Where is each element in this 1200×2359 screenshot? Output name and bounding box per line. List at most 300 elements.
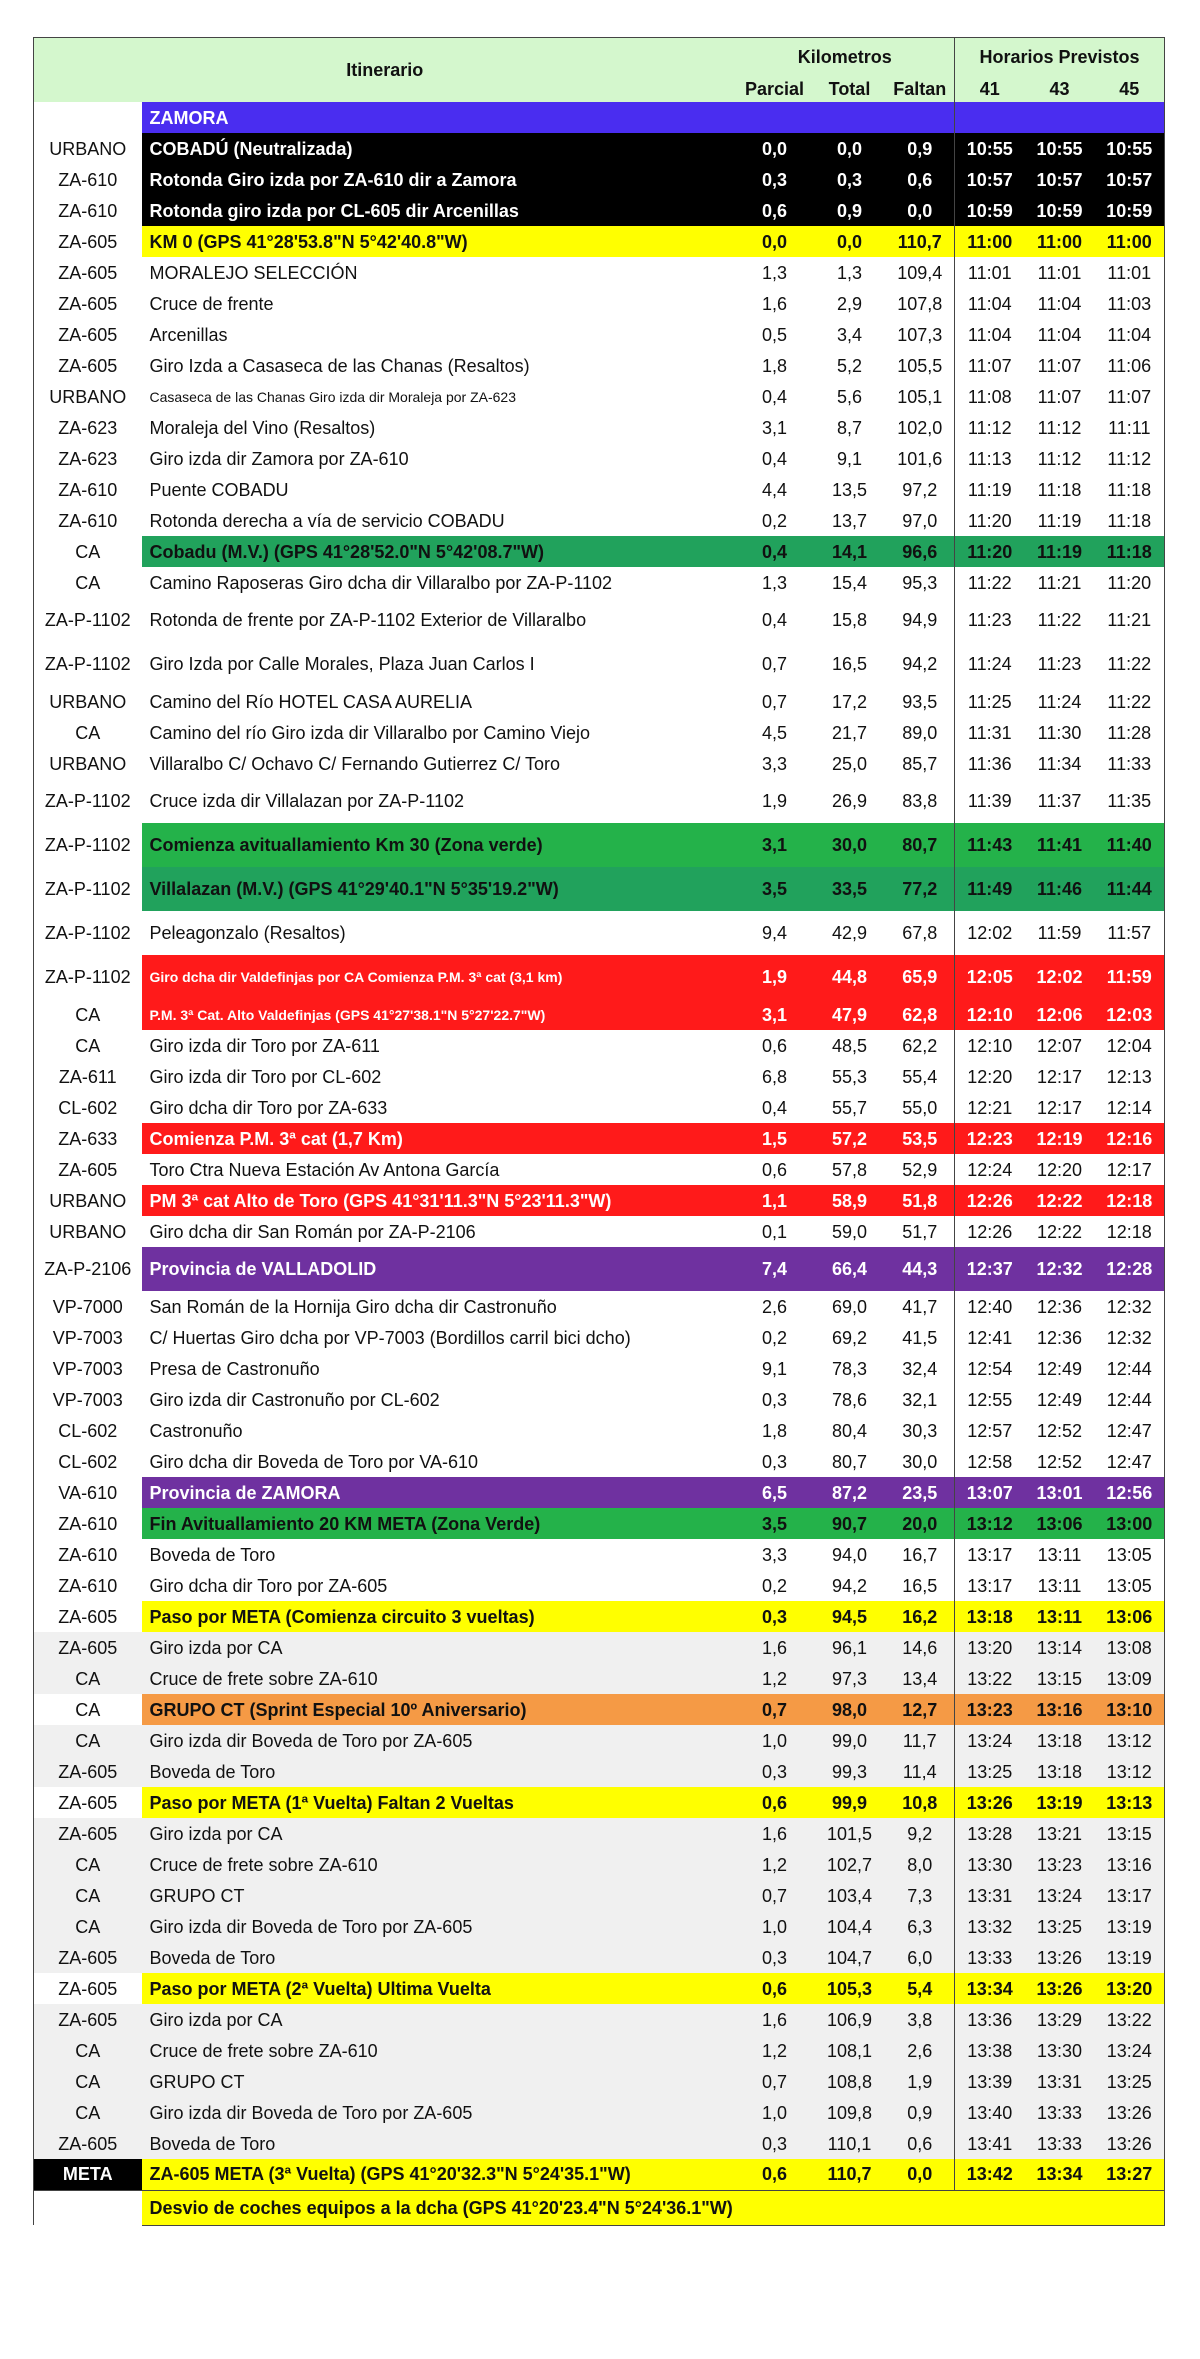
row-total: 15,4 [814,567,886,598]
row-faltan: 93,5 [886,686,955,717]
row-total: 58,9 [814,1185,886,1216]
row-road: CA [34,1694,142,1725]
row-time-45: 12:44 [1095,1384,1165,1415]
row-time-45: 12:32 [1095,1322,1165,1353]
row-parcial: 3,3 [736,1539,814,1570]
table-row [34,2159,1165,2190]
header-43: 43 [1025,76,1095,102]
row-parcial: 1,6 [736,288,814,319]
row-road: CA [34,1663,142,1694]
row-total: 55,3 [814,1061,886,1092]
row-time-43: 13:18 [1025,1725,1095,1756]
row-description: Cruce de frete sobre ZA-610 [142,1849,736,1880]
row-road: ZA-611 [34,1061,142,1092]
row-faltan: 16,7 [886,1539,955,1570]
row-total: 109,8 [814,2097,886,2128]
row-time-45: 13:27 [1095,2159,1165,2190]
table-row [34,133,1165,164]
row-faltan: 94,9 [886,598,955,642]
row-time-43: 13:14 [1025,1632,1095,1663]
row-parcial: 0,7 [736,642,814,686]
row-description: P.M. 3ª Cat. Alto Valdefinjas (GPS 41°27'38.1"N 5°27'22.7"W) [142,999,736,1030]
row-road: CA [34,1030,142,1061]
row-time-45: 13:12 [1095,1756,1165,1787]
row-time-43: 12:22 [1025,1185,1095,1216]
row-description: Cruce de frete sobre ZA-610 [142,1663,736,1694]
row-description: Peleagonzalo (Resaltos) [142,911,736,955]
table-row [34,1322,1165,1353]
row-total: 0,3 [814,164,886,195]
row-parcial: 4,5 [736,717,814,748]
row-road: ZA-605 [34,1973,142,2004]
row-time-45: 12:28 [1095,1247,1165,1291]
row-time-43: 13:11 [1025,1570,1095,1601]
row-parcial: 0,0 [736,226,814,257]
row-parcial: 1,3 [736,567,814,598]
header-kilometros: Kilometros [736,38,955,77]
row-road: CA [34,2066,142,2097]
row-faltan: 65,9 [886,955,955,999]
row-time-45: 13:06 [1095,1601,1165,1632]
row-time-45: 12:18 [1095,1185,1165,1216]
table-row [34,1601,1165,1632]
row-faltan: 3,8 [886,2004,955,2035]
row-time-45: 11:12 [1095,443,1165,474]
row-faltan: 0,6 [886,2128,955,2159]
row-description: MORALEJO SELECCIÓN [142,257,736,288]
row-parcial: 1,8 [736,1415,814,1446]
row-total: 110,7 [814,2159,886,2190]
row-total: 0,9 [814,195,886,226]
row-time-43: 11:07 [1025,381,1095,412]
row-road: ZA-610 [34,1539,142,1570]
row-time-45: 11:57 [1095,911,1165,955]
row-parcial: 6,5 [736,1477,814,1508]
row-time-43: 13:19 [1025,1787,1095,1818]
row-total: 108,8 [814,2066,886,2097]
row-time-43: 11:19 [1025,505,1095,536]
row-parcial: 0,5 [736,319,814,350]
row-road: ZA-P-1102 [34,955,142,999]
row-description: Giro izda dir Boveda de Toro por ZA-605 [142,1725,736,1756]
row-time-45: 12:16 [1095,1123,1165,1154]
row-time-41: 13:17 [955,1539,1025,1570]
row-total: 57,2 [814,1123,886,1154]
row-total: 21,7 [814,717,886,748]
row-total: 57,8 [814,1154,886,1185]
row-parcial: 1,2 [736,1849,814,1880]
row-faltan: 5,4 [886,1973,955,2004]
row-time-41: 13:18 [955,1601,1025,1632]
row-time-43: 13:11 [1025,1601,1095,1632]
row-road: CA [34,999,142,1030]
row-road: ZA-623 [34,443,142,474]
table-row [34,381,1165,412]
header-total: Total [814,76,886,102]
row-time-45: 11:07 [1095,381,1165,412]
row-faltan: 16,2 [886,1601,955,1632]
row-total: 25,0 [814,748,886,779]
row-faltan: 85,7 [886,748,955,779]
row-faltan: 97,2 [886,474,955,505]
row-parcial: 0,6 [736,1030,814,1061]
row-parcial: 0,7 [736,2066,814,2097]
row-road: CL-602 [34,1446,142,1477]
row-total: 9,1 [814,443,886,474]
row-time-45: 11:18 [1095,474,1165,505]
table-row [34,1911,1165,1942]
row-parcial: 1,9 [736,955,814,999]
row-road: CA [34,2097,142,2128]
row-time-41: 11:20 [955,505,1025,536]
row-time-41: 11:22 [955,567,1025,598]
row-time-45: 13:20 [1095,1973,1165,2004]
row-total: 33,5 [814,867,886,911]
row-time-45: 11:33 [1095,748,1165,779]
itinerary-table [33,37,1165,2226]
row-description: PM 3ª cat Alto de Toro (GPS 41°31'11.3"N 5°23'11.3"W) [142,1185,736,1216]
row-time-45: 12:56 [1095,1477,1165,1508]
row-road: ZA-605 [34,1756,142,1787]
row-time-41: 12:10 [955,999,1025,1030]
row-time-41: 11:04 [955,288,1025,319]
row-time-41: 10:59 [955,195,1025,226]
row-time-45: 13:22 [1095,2004,1165,2035]
row-total: 5,6 [814,381,886,412]
row-description: Arcenillas [142,319,736,350]
row-description: Cruce de frete sobre ZA-610 [142,2035,736,2066]
row-total: 17,2 [814,686,886,717]
row-parcial: 3,1 [736,999,814,1030]
row-time-41: 12:21 [955,1092,1025,1123]
row-time-45: 13:19 [1095,1911,1165,1942]
row-time-45: 10:59 [1095,195,1165,226]
row-parcial: 1,0 [736,1725,814,1756]
row-time-43: 10:57 [1025,164,1095,195]
row-description: Villalazan (M.V.) (GPS 41°29'40.1"N 5°35'19.2"W) [142,867,736,911]
footer-note: Desvio de coches equipos a la dcha (GPS 41°20'23.4"N 5°24'36.1"W) [142,2190,1165,2225]
footer-blank [34,2190,142,2225]
row-time-43: 13:01 [1025,1477,1095,1508]
row-parcial: 1,6 [736,1818,814,1849]
row-time-45: 11:35 [1095,779,1165,823]
row-total: 110,1 [814,2128,886,2159]
row-road: ZA-610 [34,505,142,536]
row-time-43: 13:23 [1025,1849,1095,1880]
table-row [34,999,1165,1030]
table-row [34,1787,1165,1818]
row-time-43: 11:18 [1025,474,1095,505]
row-total: 102,7 [814,1849,886,1880]
row-time-43: 11:12 [1025,412,1095,443]
row-time-41: 13:28 [955,1818,1025,1849]
row-time-45: 13:09 [1095,1663,1165,1694]
row-faltan: 62,2 [886,1030,955,1061]
row-faltan: 109,4 [886,257,955,288]
row-parcial: 0,6 [736,1973,814,2004]
row-time-43: 12:36 [1025,1291,1095,1322]
row-road: URBANO [34,133,142,164]
row-description: Cobadu (M.V.) (GPS 41°28'52.0"N 5°42'08.7"W) [142,536,736,567]
row-time-41: 11:19 [955,474,1025,505]
row-parcial: 3,1 [736,412,814,443]
row-time-45: 12:03 [1095,999,1165,1030]
row-time-41: 13:34 [955,1973,1025,2004]
row-time-43: 11:21 [1025,567,1095,598]
row-time-43 [1025,102,1095,133]
header-parcial: Parcial [736,76,814,102]
row-parcial: 1,9 [736,779,814,823]
row-time-43: 12:36 [1025,1322,1095,1353]
row-time-45: 11:18 [1095,536,1165,567]
row-description: Paso por META (2ª Vuelta) Ultima Vuelta [142,1973,736,2004]
header-horarios: Horarios Previstos [955,38,1165,77]
row-total: 44,8 [814,955,886,999]
row-total: 96,1 [814,1632,886,1663]
row-parcial: 0,6 [736,1154,814,1185]
row-description: Giro dcha dir Toro por ZA-633 [142,1092,736,1123]
table-row [34,2066,1165,2097]
row-total: 108,1 [814,2035,886,2066]
row-description: ZAMORA [142,102,736,133]
row-road: ZA-610 [34,1508,142,1539]
row-time-45: 13:12 [1095,1725,1165,1756]
row-faltan: 1,9 [886,2066,955,2097]
row-faltan: 41,7 [886,1291,955,1322]
header-45: 45 [1095,76,1165,102]
row-time-41: 12:26 [955,1216,1025,1247]
row-time-41: 13:31 [955,1880,1025,1911]
row-parcial: 1,3 [736,257,814,288]
table-row [34,1185,1165,1216]
table-row [34,1477,1165,1508]
row-time-41: 11:24 [955,642,1025,686]
row-time-41: 13:12 [955,1508,1025,1539]
row-time-45: 11:20 [1095,567,1165,598]
row-road: ZA-605 [34,288,142,319]
row-description: Casaseca de las Chanas Giro izda dir Moraleja por ZA-623 [142,381,736,412]
row-faltan: 67,8 [886,911,955,955]
row-faltan: 51,7 [886,1216,955,1247]
row-time-45: 11:22 [1095,642,1165,686]
row-time-45: 12:14 [1095,1092,1165,1123]
row-time-41: 12:55 [955,1384,1025,1415]
row-description: COBADÚ (Neutralizada) [142,133,736,164]
table-row [34,1849,1165,1880]
table-row [34,1756,1165,1787]
row-time-43: 13:26 [1025,1942,1095,1973]
row-parcial: 0,4 [736,443,814,474]
row-time-45: 11:06 [1095,350,1165,381]
table-row [34,1570,1165,1601]
row-time-41: 12:58 [955,1446,1025,1477]
row-time-41: 12:10 [955,1030,1025,1061]
row-faltan: 52,9 [886,1154,955,1185]
row-road: ZA-610 [34,474,142,505]
row-road: META [34,2159,142,2190]
row-total: 59,0 [814,1216,886,1247]
table-row [34,1415,1165,1446]
row-description: San Román de la Hornija Giro dcha dir Castronuño [142,1291,736,1322]
row-road: ZA-605 [34,2004,142,2035]
row-time-45: 13:26 [1095,2097,1165,2128]
row-time-45: 12:44 [1095,1353,1165,1384]
row-road: ZA-610 [34,164,142,195]
row-time-45: 11:22 [1095,686,1165,717]
row-road: URBANO [34,1216,142,1247]
row-time-45: 11:40 [1095,823,1165,867]
row-time-43: 13:26 [1025,1973,1095,2004]
row-time-45: 13:00 [1095,1508,1165,1539]
row-parcial: 2,6 [736,1291,814,1322]
row-time-41: 11:08 [955,381,1025,412]
row-parcial: 9,4 [736,911,814,955]
table-row [34,717,1165,748]
row-description: Giro Izda por Calle Morales, Plaza Juan Carlos I [142,642,736,686]
row-road: ZA-605 [34,257,142,288]
row-faltan: 16,5 [886,1570,955,1601]
row-parcial: 1,1 [736,1185,814,1216]
table-row [34,1973,1165,2004]
row-road: ZA-605 [34,226,142,257]
row-time-45: 13:10 [1095,1694,1165,1725]
table-row [34,2128,1165,2159]
row-time-43: 12:52 [1025,1415,1095,1446]
row-road: CA [34,1725,142,1756]
row-time-41: 11:01 [955,257,1025,288]
row-faltan: 107,8 [886,288,955,319]
row-faltan: 107,3 [886,319,955,350]
table-row [34,1725,1165,1756]
row-faltan: 20,0 [886,1508,955,1539]
row-time-41: 13:41 [955,2128,1025,2159]
row-time-45: 11:03 [1095,288,1165,319]
row-total: 30,0 [814,823,886,867]
row-time-41: 12:05 [955,955,1025,999]
row-faltan: 97,0 [886,505,955,536]
row-total: 13,5 [814,474,886,505]
row-time-43: 13:34 [1025,2159,1095,2190]
row-time-43: 13:24 [1025,1880,1095,1911]
row-time-41: 13:20 [955,1632,1025,1663]
row-road: ZA-P-1102 [34,642,142,686]
row-faltan: 94,2 [886,642,955,686]
table-row [34,911,1165,955]
row-road: CL-602 [34,1415,142,1446]
row-total: 106,9 [814,2004,886,2035]
row-time-43: 11:37 [1025,779,1095,823]
row-road: ZA-P-1102 [34,867,142,911]
row-description: KM 0 (GPS 41°28'53.8"N 5°42'40.8"W) [142,226,736,257]
row-time-41: 12:02 [955,911,1025,955]
row-description: Boveda de Toro [142,1539,736,1570]
row-faltan: 30,0 [886,1446,955,1477]
table-row [34,1694,1165,1725]
row-total [814,102,886,133]
row-faltan: 0,0 [886,195,955,226]
row-faltan: 105,1 [886,381,955,412]
row-time-41: 11:39 [955,779,1025,823]
row-time-41: 13:24 [955,1725,1025,1756]
row-road: VA-610 [34,1477,142,1508]
row-description: Giro izda dir Boveda de Toro por ZA-605 [142,1911,736,1942]
row-total: 99,9 [814,1787,886,1818]
table-row [34,2004,1165,2035]
row-time-43: 12:20 [1025,1154,1095,1185]
row-parcial: 0,2 [736,505,814,536]
row-time-45: 11:00 [1095,226,1165,257]
row-total: 98,0 [814,1694,886,1725]
row-time-43: 11:22 [1025,598,1095,642]
row-total: 90,7 [814,1508,886,1539]
row-description: GRUPO CT [142,2066,736,2097]
row-parcial: 1,6 [736,1632,814,1663]
row-description: Giro izda dir Toro por CL-602 [142,1061,736,1092]
row-time-43: 12:49 [1025,1384,1095,1415]
row-time-43: 13:33 [1025,2097,1095,2128]
row-parcial: 0,3 [736,164,814,195]
row-description: Giro izda por CA [142,1632,736,1663]
row-total: 16,5 [814,642,886,686]
row-time-41: 11:23 [955,598,1025,642]
row-road: ZA-P-1102 [34,911,142,955]
row-time-41: 11:25 [955,686,1025,717]
table-row [34,1123,1165,1154]
row-description: Castronuño [142,1415,736,1446]
row-total: 26,9 [814,779,886,823]
row-description: Paso por META (Comienza circuito 3 vueltas) [142,1601,736,1632]
row-faltan: 105,5 [886,350,955,381]
row-total: 78,6 [814,1384,886,1415]
row-total: 69,0 [814,1291,886,1322]
row-description: Giro izda dir Toro por ZA-611 [142,1030,736,1061]
row-faltan: 80,7 [886,823,955,867]
row-description: Provincia de VALLADOLID [142,1247,736,1291]
row-time-45: 11:11 [1095,412,1165,443]
row-parcial: 0,7 [736,1880,814,1911]
row-time-41: 13:26 [955,1787,1025,1818]
row-faltan: 101,6 [886,443,955,474]
row-road: CA [34,536,142,567]
row-time-41: 12:41 [955,1322,1025,1353]
table-row [34,536,1165,567]
row-faltan: 6,3 [886,1911,955,1942]
itinerary-sheet [33,37,1165,2226]
row-faltan: 32,1 [886,1384,955,1415]
row-total: 15,8 [814,598,886,642]
row-time-41: 11:36 [955,748,1025,779]
header-itinerario: Itinerario [34,38,736,103]
row-description: GRUPO CT [142,1880,736,1911]
row-description: Camino Raposeras Giro dcha dir Villaralbo por ZA-P-1102 [142,567,736,598]
row-time-43: 11:12 [1025,443,1095,474]
row-road: ZA-P-1102 [34,598,142,642]
row-parcial: 0,3 [736,1756,814,1787]
row-description: Rotonda de frente por ZA-P-1102 Exterior de Villaralbo [142,598,736,642]
row-time-43: 13:25 [1025,1911,1095,1942]
row-description: Giro izda dir Zamora por ZA-610 [142,443,736,474]
row-description: Giro dcha dir San Román por ZA-P-2106 [142,1216,736,1247]
row-faltan: 30,3 [886,1415,955,1446]
row-time-41: 13:32 [955,1911,1025,1942]
row-parcial: 0,4 [736,381,814,412]
row-time-45: 12:17 [1095,1154,1165,1185]
row-time-43: 13:15 [1025,1663,1095,1694]
table-row [34,867,1165,911]
row-total: 97,3 [814,1663,886,1694]
row-faltan: 6,0 [886,1942,955,1973]
row-faltan: 55,0 [886,1092,955,1123]
